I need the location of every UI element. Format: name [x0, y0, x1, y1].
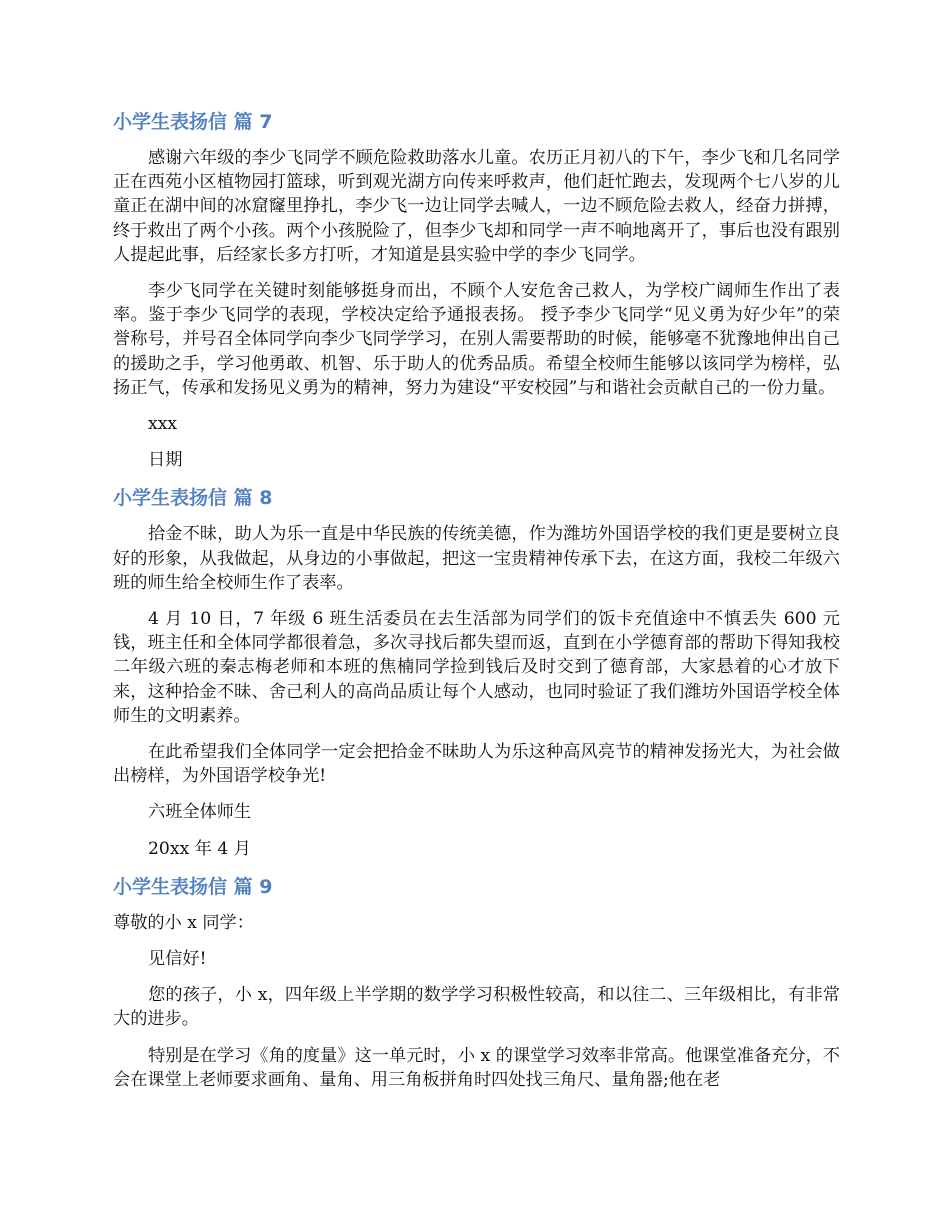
signature: xxx	[148, 414, 178, 435]
section-heading-7: 小学生表扬信 篇 7	[113, 111, 273, 133]
paragraph: 4 月 10 日，7 年级 6 班生活委员在去生活部为同学们的饭卡充值途中不慎丢失 600 元钱，班主任和全体同学都很着急，多次寻找后都失望而返，直到在小学德育部的帮助下得知我校二年级六班的秦志梅老师和本班的焦楠同学捡到钱后及时交到了德育部，大家悬着的心才放下来，这种拾金不昧、舍己利人的高尚品质让每个人感动，也同时验证了我们潍坊外国语学校全体师生的文明素养。	[113, 609, 840, 726]
section-heading-8: 小学生表扬信 篇 8	[113, 487, 273, 510]
date: 20xx 年 4 月	[148, 838, 251, 859]
paragraph: 您的孩子，小 x，四年级上半学期的数学学习积极性较高，和以往二、三年级相比，有非常大的进步。	[113, 985, 840, 1030]
section-heading-9: 小学生表扬信 篇 9	[113, 875, 273, 898]
paragraph: 在此希望我们全体同学一定会把拾金不昧助人为乐这种高风亮节的精神发扬光大，为社会做出榜样，为外国语学校争光!	[113, 742, 840, 787]
document-page	[113, 108, 840, 1104]
paragraph: 李少飞同学在关键时刻能够挺身而出，不顾个人安危舍己救人，为学校广阔师生作出了表率。鉴于李少飞同学的表现，学校决定给予通报表扬。 授予李少飞同学“见义勇为好少年”的荣誉称号，并号召全体同学向李少飞同学学习，在别人需要帮助的时候，能够毫不犹豫地伸出自己的援助之手，学习他勇敢、机智、乐于助人的优秀品质。希望全校师生能够以该同学为榜样，弘扬正气，传承和发扬见义勇为的精神，努力为建设“平安校园”与和谐社会贡献自己的一份力量。	[113, 281, 840, 398]
salutation: 尊敬的小 x 同学：	[113, 912, 254, 933]
date: 日期	[148, 450, 183, 471]
paragraph: 特别是在学习《角的度量》这一单元时，小 x 的课堂学习效率非常高。他课堂准备充分，不会在课堂上老师要求画角、量角、用三角板拼角时四处找三角尺、量角器;他在老	[113, 1045, 840, 1090]
paragraph: 拾金不昧，助人为乐一直是中华民族的传统美德，作为潍坊外国语学校的我们更是要树立良好的形象，从我做起，从身边的小事做起，把这一宝贵精神传承下去，在这方面，我校二年级六班的师生给全校师生作了表率。	[113, 524, 840, 593]
greeting: 见信好!	[148, 949, 207, 970]
signature: 六班全体师生	[148, 802, 252, 823]
paragraph: 感谢六年级的李少飞同学不顾危险救助落水儿童。农历正月初八的下午，李少飞和几名同学正在西苑小区植物园打篮球，听到观光湖方向传来呼救声，他们赶忙跑去，发现两个七八岁的儿童正在湖中间的冰窟窿里挣扎，李少飞一边让同学去喊人，一边不顾危险去救人，经奋力拼搏，终于救出了两个小孩。两个小孩脱险了，但李少飞却和同学一声不响地离开了，事后也没有跟别人提起此事，后经家长多方打听，才知道是县实验中学的李少飞同学。	[113, 148, 840, 265]
